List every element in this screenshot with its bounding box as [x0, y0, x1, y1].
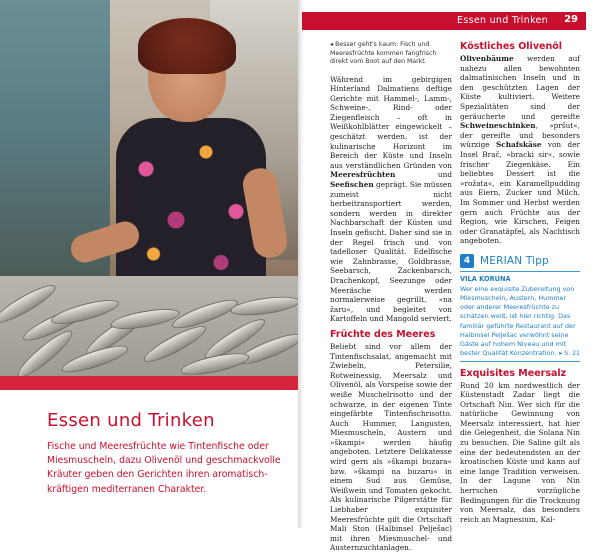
fish-stall: [0, 276, 300, 376]
tipp-number-badge: 4: [460, 254, 474, 268]
red-divider-bar: [0, 376, 300, 390]
running-header: [302, 12, 586, 30]
subheading-sea-salt: Exquisites Meersalz: [460, 367, 567, 379]
vendor-hair: [138, 18, 236, 74]
tipp-restaurant-name: VILA KORUNA: [460, 274, 511, 283]
fruits-paragraph: Beliebt sind vor allem der Tintenfischsalat, angemacht mit Zwiebeln, Petersilie, Rotweinessig, Meersalz und Olivenöl, als Vorspeise sowie der weiße Muschelrisotto und der schwarze, in der eigenen Tinte eingefärbte Tintenfischrisotto. Auch Hummer, Langusten, Miesmuscheln, Austern und »škampi« werden häufig angeboten. Letztere Delikatesse wird gern als »škampi buzara« bzw. »škampi na buzaru« in einem Sud aus Gemüse, Weißwein und Tomaten gekocht. Als kulinarische Pilgerstätte für Liebhaber exquisiter Meeresfrüchte gilt die Ortschaft Mali Ston (Halbinsel Pelješac) mit ihren Miesmuschel- und Austernzuchtanlagen.: [330, 341, 452, 553]
chapter-description: Fische und Meeresfrüchte wie Tintenfische oder Miesmuscheln, dazu Olivenöl und geschmackvolle Kräuter geben den Gerichten ihren aromatisch-kräftigen mediterranen Charakter.: [47, 441, 281, 495]
text-column-1: [330, 41, 452, 553]
tipp-page-reference[interactable]: ▸ S. 21: [559, 349, 580, 357]
subheading-olive-oil: Köstliches Olivenöl: [460, 41, 562, 52]
subheading-fruits-of-sea: Früchte des Meeres: [330, 328, 436, 340]
intro-paragraph: Während im gebirgigen Hinterland Dalmatiens deftige Gerichte mit Hammel-, Lamm-, Schweine-, Rind- oder Ziegenfleisch – oft in Weißkohlblätter eingewickelt – geschätzt werden, ist der kulinarische Horizont im Bereich der Küste und Inseln aus verständlichen Gründen von Meeresfrüchten und Seefischen geprägt. Sie müssen zumeist nicht herbeitransportiert werden, sondern werden in direkter Nachbarschaft der Küsten und Inseln gefischt. Daher sind sie in der Regel frisch und von tadelloser Qualität. Edelfische wie Zahnbrasse, Goldbrasse, Seebarsch, Zackenbarsch, Drachenkopf, Seezunge oder Meeräsche werden normalerweise gegrillt, »na žaru«, und begleitet von Kartoffeln und Mangold serviert.: [330, 74, 452, 324]
salt-paragraph: Rund 20 km nordwestlich der Küstenstadt Zadar liegt die Ortschaft Nin. Wer sich für die natürliche Gewinnung von Meersalz interessiert, hat hier die Gelegenheit, die Solana Nin zu besuchen. Die Saline gilt als eine der bedeutendsten an der kroatischen Küste und kann auf eine lange Tradition verweisen. In der Lagune von Nin herrschen vorzügliche Bedingungen für die Trocknung von Meersalz, das besonders reich an Magnesium, Kal-: [460, 380, 580, 524]
left-page: [0, 0, 300, 528]
right-page: [302, 0, 600, 553]
header-section-title: Essen und Trinken: [457, 15, 548, 26]
merian-tipp-header: [460, 252, 580, 272]
merian-tipp-box: [460, 252, 580, 362]
chapter-title: Essen und Trinken: [47, 410, 215, 431]
fish: [109, 305, 181, 333]
fish-vendor-woman: [108, 18, 278, 288]
tipp-description: Wer eine exquisite Zubereitung von Miesmuscheln, Austern, Hummer oder anderer Meeresfrüchte zu schätzen weiß, ist hier richtig. Das familiär geführte Restaurant auf der Halbinsel Pelješac verwöhnt seine Gäste auf hohem Niveau und mit bester Qualität Konzentration.: [460, 284, 576, 358]
page-number: 29: [564, 14, 578, 25]
fish: [229, 293, 301, 319]
market-photo: [0, 0, 300, 376]
olive-paragraph: Olivenbäume werden auf nahezu allen bewohnten dalmatinischen Inseln und in den geschützten Lagen der Küste kultiviert. Weitere Spezialitäten sind der geräucherte und gereifte Schweineschinken, »pršut«, der gereifte und besonders würzige Schafskäse von der Insel Brač, »bracki sir«, sowie frischer Ziegenkäse. Ein beliebtes Dessert ist die »rožata«, ein Karamellpudding aus Eiern, Zucker und Milch. Im Sommer und Herbst werden gern auch Früchte aus der Region, wie Kirschen, Feigen oder Granatäpfel, als Nachtisch angeboten.: [460, 54, 580, 246]
vendor-dress: [116, 118, 266, 288]
photo-caption: ◂ Besser geht's kaum: Fisch und Meeresfrüchte kommen fangfrisch direkt vom Boot auf den Markt.: [330, 41, 437, 65]
text-column-2: [460, 41, 580, 524]
merian-tipp-title: MERIAN Tipp: [480, 255, 549, 268]
tipp-bottom-rule: [460, 361, 580, 362]
